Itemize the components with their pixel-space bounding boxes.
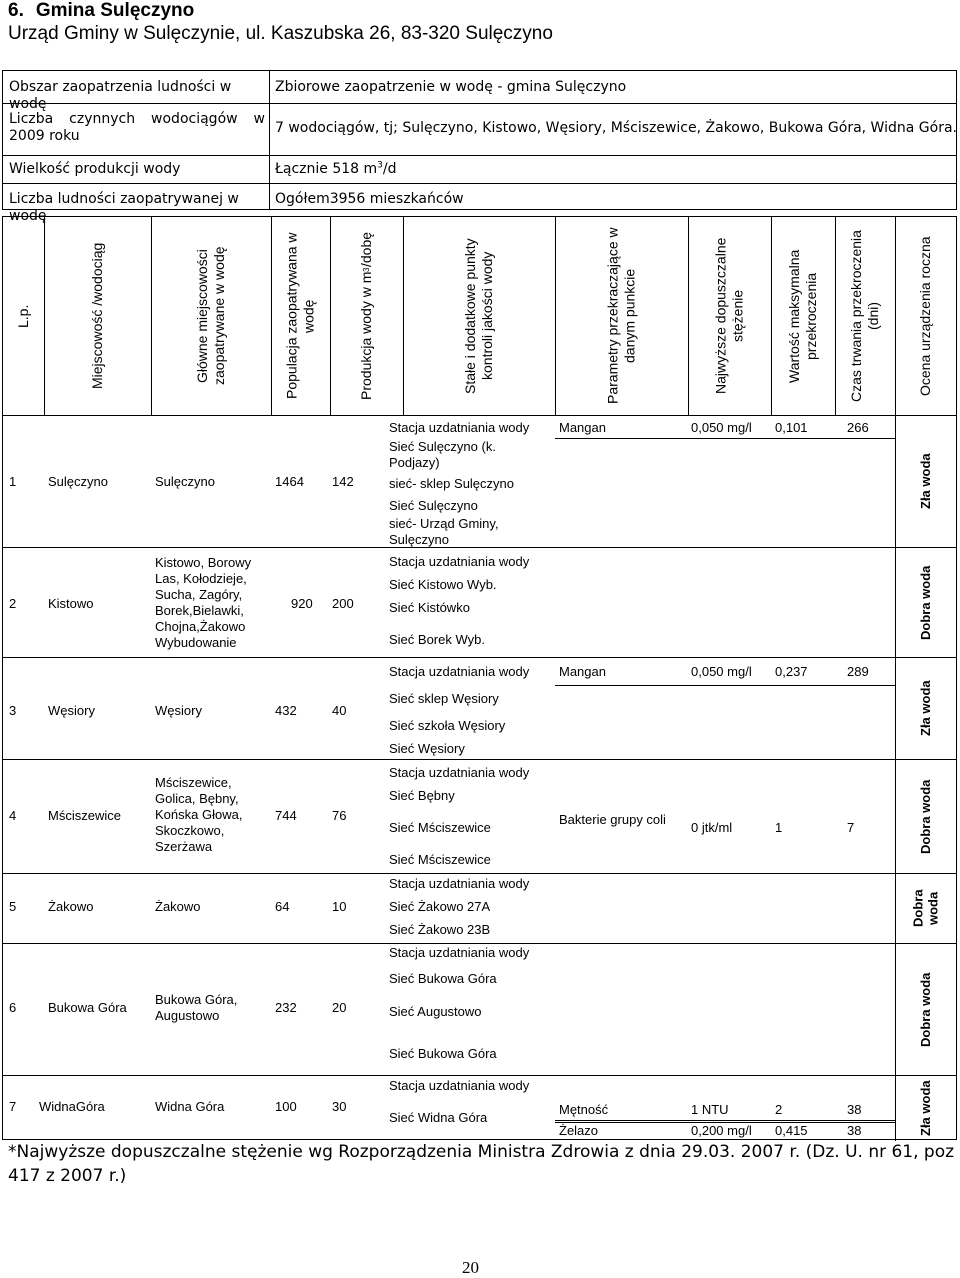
header-produkcja: Produkcja wody w m 3 /dobę (358, 232, 374, 400)
row4-point-2: Sieć Bębny (389, 788, 455, 803)
row3-days: 289 (847, 664, 869, 679)
row6-name: Bukowa Góra (48, 1000, 127, 1015)
row5-lp: 5 (9, 899, 17, 914)
row6-towns: Bukowa Góra, Augustowo (155, 992, 238, 1023)
row4-days: 7 (847, 820, 855, 835)
row5-towns: Żakowo (155, 899, 201, 914)
row7-nds-2: 0,200 mg/l (691, 1123, 752, 1138)
footnote: *Najwyższe dopuszczalne stężenie wg Rozporządzenia Ministra Zdrowia z dnia 29.03. 2007 r. (Dz. U. nr 61, poz 417 z 2007 r.) (8, 1142, 955, 1186)
row2-lp: 2 (9, 596, 17, 611)
header-punkty: Stałe i dodatkowe punkty kontroli jakości wody (462, 238, 495, 394)
row1-days: 266 (847, 420, 869, 435)
row2-pop: 920 (291, 596, 313, 611)
row7-name: WidnaGóra (39, 1099, 105, 1114)
row3-max: 0,237 (775, 664, 808, 679)
header-czas: Czas trwania przekroczenia (dni) (848, 230, 881, 402)
row4-prod: 76 (332, 808, 347, 823)
row4-ocena: Dobra woda (918, 779, 933, 854)
row2-point-1: Stacja uzdatniania wody (389, 554, 530, 569)
row4-point-1: Stacja uzdatniania wody (389, 765, 530, 780)
row4-point-3: Sieć Mściszewice (389, 820, 491, 835)
row3-prod: 40 (332, 703, 347, 718)
row3-point-1: Stacja uzdatniania wody (389, 664, 530, 679)
row1-ocena: Zła woda (918, 453, 933, 510)
header-populacja: Populacja zaopatrywana w wodę (283, 232, 317, 400)
row7-prod: 30 (332, 1099, 347, 1114)
summary-label-count: Liczba czynnych wodociągów w 2009 roku (9, 111, 265, 144)
row1-point-5: sieć- Urząd Gminy, Sulęczyno (389, 516, 499, 547)
header-lp: L.p. (15, 304, 31, 328)
section-heading (8, 0, 194, 22)
row1-name: Sulęczyno (48, 474, 108, 489)
row4-name: Mściszewice (48, 808, 121, 823)
row5-point-3: Sieć Żakowo 23B (389, 922, 491, 937)
header-wartosc: Wartość maksymalna przekroczenia (786, 249, 819, 383)
row1-prod: 142 (332, 474, 354, 489)
row7-max-2: 0,415 (775, 1123, 808, 1138)
row1-point-2: Sieć Sulęczyno (k. Podjazy) (389, 439, 496, 470)
row3-towns: Węsiory (155, 703, 202, 718)
row5-ocena: Dobra woda (910, 889, 941, 928)
office-address: Urząd Gminy w Sulęczynie, ul. Kaszubska 26, 83-320 Sulęczyno (8, 23, 553, 44)
summary-value-count: 7 wodociągów, tj; Sulęczyno, Kistowo, Węsiory, Mściszewice, Żakowo, Bukowa Góra, Widna Góra. (275, 120, 957, 136)
header-ocena: Ocena urządzenia roczna (917, 236, 933, 396)
row5-name: Żakowo (48, 899, 94, 914)
summary-value-area: Zbiorowe zaopatrzenie w wodę - gmina Sulęczyno (275, 79, 627, 95)
row3-ocena: Zła woda (918, 680, 933, 737)
summary-label-production: Wielkość produkcji wody (9, 161, 181, 177)
row4-point-4: Sieć Mściszewice (389, 852, 491, 867)
summary-label-area: Obszar zaopatrzenia ludności w wodę (9, 79, 232, 112)
row7-pop: 100 (275, 1099, 297, 1114)
row1-pop: 1464 (275, 474, 304, 489)
row3-point-3: Sieć szkoła Węsiory (389, 718, 506, 733)
row6-lp: 6 (9, 1000, 17, 1015)
row4-nds: 0 jtk/ml (691, 820, 733, 835)
row4-max: 1 (775, 820, 783, 835)
summary-value-production: Łącznie 518 $m^3/d$ (275, 160, 397, 177)
row7-ocena: Zła woda (918, 1080, 933, 1136)
row3-nds: 0,050 mg/l (691, 664, 752, 679)
summary-table (2, 70, 957, 224)
row6-point-4: Sieć Bukowa Góra (389, 1046, 497, 1061)
row6-point-1: Stacja uzdatniania wody (389, 945, 530, 960)
page-number: 20 (462, 1258, 479, 1277)
row5-pop: 64 (275, 899, 290, 914)
summary-value-population: Ogółem3956 mieszkańców (275, 191, 464, 207)
row6-point-3: Sieć Augustowo (389, 1004, 482, 1019)
section-number: 6. (8, 0, 24, 21)
row7-days-1: 38 (847, 1102, 862, 1117)
row3-point-2: Sieć sklep Węsiory (389, 691, 499, 706)
section-title: Gmina Sulęczyno (35, 0, 195, 21)
row7-max-1: 2 (775, 1102, 783, 1117)
row2-point-3: Sieć Kistówko (389, 600, 470, 615)
row1-point-1: Stacja uzdatniania wody (389, 420, 530, 435)
row6-prod: 20 (332, 1000, 347, 1015)
row2-prod: 200 (332, 596, 354, 611)
row3-lp: 3 (9, 703, 17, 718)
row7-point-2: Sieć Widna Góra (389, 1110, 488, 1125)
row4-towns: Mściszewice, Golica, Bębny, Końska Głowa, Skoczkowo, Szerżawa (155, 775, 243, 854)
header-miejscowosc: Miejscowość /wodociąg (89, 242, 105, 390)
row2-point-4: Sieć Borek Wyb. (389, 632, 485, 647)
row6-point-2: Sieć Bukowa Góra (389, 971, 497, 986)
row1-lp: 1 (9, 474, 17, 489)
header-parametry: Parametry przekraczające w danym punkcie (604, 227, 638, 405)
row2-point-2: Sieć Kistowo Wyb. (389, 577, 497, 592)
row4-param: Bakterie grupy coli (559, 812, 666, 827)
row7-param-1: Mętność (559, 1102, 609, 1117)
row7-nds-1: 1 NTU (691, 1102, 729, 1117)
row5-point-2: Sieć Żakowo 27A (389, 899, 491, 914)
row5-point-1: Stacja uzdatniania wody (389, 876, 530, 891)
row7-param-2: Żelazo (559, 1123, 599, 1138)
row1-point-3: sieć- sklep Sulęczyno (389, 476, 514, 491)
row5-prod: 10 (332, 899, 347, 914)
row3-point-4: Sieć Węsiory (389, 741, 465, 756)
row3-param: Mangan (559, 664, 606, 679)
header-glowne: Główne miejscowości zaopatrywane w wodę (194, 246, 227, 386)
row1-point-4: Sieć Sulęczyno (389, 498, 478, 513)
row7-towns: Widna Góra (155, 1099, 225, 1114)
summary-label-population: Liczba ludności zaopatrywanej w wodę (9, 191, 239, 224)
row7-days-2: 38 (847, 1123, 862, 1138)
row1-nds: 0,050 mg/l (691, 420, 752, 435)
row4-pop: 744 (275, 808, 297, 823)
row1-param: Mangan (559, 420, 606, 435)
row1-towns: Sulęczyno (155, 474, 215, 489)
row4-lp: 4 (9, 808, 17, 823)
row3-pop: 432 (275, 703, 297, 718)
row3-name: Węsiory (48, 703, 95, 718)
row7-point-1: Stacja uzdatniania wody (389, 1078, 530, 1093)
header-najwyzsze: Najwyższe dopuszczalne stężenie (712, 237, 746, 395)
row1-max: 0,101 (775, 420, 808, 435)
row7-lp: 7 (9, 1099, 17, 1114)
row6-ocena: Dobra woda (918, 972, 933, 1047)
row2-towns: Kistowo, Borowy Las, Kołodzieje, Sucha, Zagóry, Borek,Bielawki, Chojna,Żakowo Wybudowanie (155, 555, 252, 650)
water-quality-table (2, 216, 957, 1140)
row2-name: Kistowo (48, 596, 94, 611)
row6-pop: 232 (275, 1000, 297, 1015)
row2-ocena: Dobra woda (918, 565, 933, 640)
